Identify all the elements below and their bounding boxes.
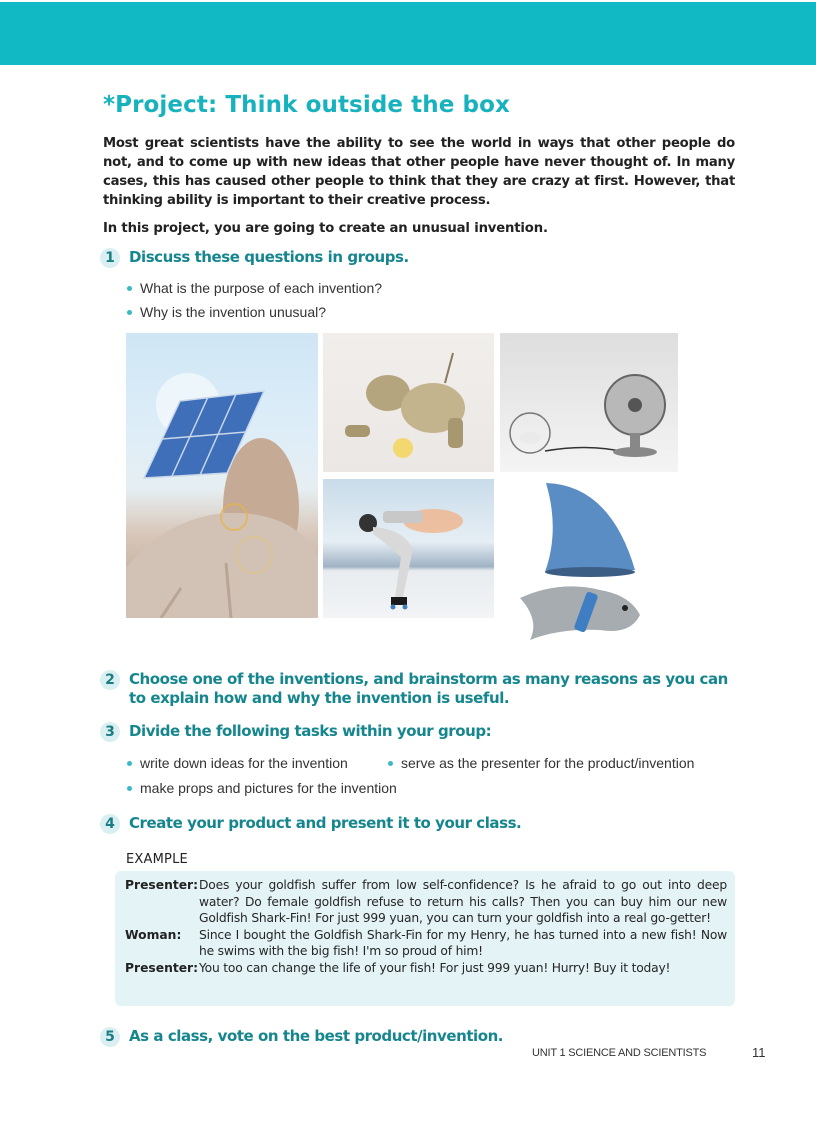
step-number: 4 xyxy=(100,814,120,834)
bullet-icon xyxy=(127,286,132,291)
footer-unit-label: UNIT 1 SCIENCE AND SCIENTISTS xyxy=(532,1047,707,1059)
rocket-skater-image xyxy=(323,479,494,618)
bullet-icon xyxy=(127,786,132,791)
step-number: 5 xyxy=(100,1027,120,1047)
step-2 xyxy=(100,670,729,708)
list-item: make props and pictures for the invention xyxy=(127,776,397,800)
bullet-icon xyxy=(127,310,132,315)
robot-dog-image xyxy=(323,333,494,472)
hamster-wheel-fan-image xyxy=(500,333,678,472)
goldfish-shark-fin-image xyxy=(500,480,690,665)
step-5 xyxy=(100,1027,503,1047)
speech-text: Does your goldfish suffer from low self-confidence? Is he afraid to go out into deep water? Do female goldfish refuse to return his calls? Then you can buy him our new Goldfish Shark-Fin! For just 999 yuan, you can turn your goldfish into a real go-getter! xyxy=(199,878,727,925)
example-label: EXAMPLE xyxy=(126,852,188,867)
step-3 xyxy=(100,722,491,742)
solar-panel-head-image xyxy=(126,333,318,618)
step-1-bullets xyxy=(127,276,382,324)
bullet-icon xyxy=(127,761,132,766)
page-number: 11 xyxy=(752,1045,766,1060)
step-number: 1 xyxy=(100,248,120,268)
dialogue-line xyxy=(125,927,727,960)
intro-paragraph-1: Most great scientists have the ability to see the world in ways that other people do not, and to come up with new ideas that other people have never thought of. In many cases, this has caused other people to think that they are crazy at first. However, that thinking ability is important to their creative process. xyxy=(103,136,735,208)
list-item: What is the purpose of each invention? xyxy=(127,276,382,300)
step-instruction: Discuss these questions in groups. xyxy=(129,248,409,266)
step-1 xyxy=(100,248,409,268)
speech-text: You too can change the life of your fish! For just 999 yuan! Hurry! Buy it today! xyxy=(199,960,671,975)
step-instruction: As a class, vote on the best product/invention. xyxy=(129,1027,504,1045)
list-item: Why is the invention unusual? xyxy=(127,300,382,324)
example-dialogue-box xyxy=(115,871,735,1006)
list-item: serve as the presenter for the product/invention xyxy=(388,751,694,775)
step-instruction: Divide the following tasks within your group: xyxy=(129,722,492,740)
dialogue-line xyxy=(125,877,727,927)
intro-paragraph-2: In this project, you are going to create an unusual invention. xyxy=(103,221,548,236)
speaker-label: Presenter: xyxy=(125,878,199,892)
speech-text: Since I bought the Goldfish Shark-Fin for my Henry, he has turned into a new fish! Now he swims with the big fish! I'm so proud of him! xyxy=(199,927,727,958)
step-number: 3 xyxy=(100,722,120,742)
header-band xyxy=(0,2,816,65)
dialogue-line xyxy=(125,960,727,977)
step-instruction: Choose one of the inventions, and brainstorm as many reasons as you can to explain how and why the invention is useful. xyxy=(129,670,728,707)
page-title: *Project: Think outside the box xyxy=(103,92,510,118)
bullet-icon xyxy=(388,761,393,766)
speaker-label: Woman: xyxy=(125,927,182,942)
speaker-label: Presenter: xyxy=(125,960,199,975)
step-instruction: Create your product and present it to your class. xyxy=(129,814,522,832)
list-item: write down ideas for the invention xyxy=(127,751,348,775)
intro-text xyxy=(103,134,735,238)
step-4 xyxy=(100,814,521,834)
step-number: 2 xyxy=(100,670,120,690)
